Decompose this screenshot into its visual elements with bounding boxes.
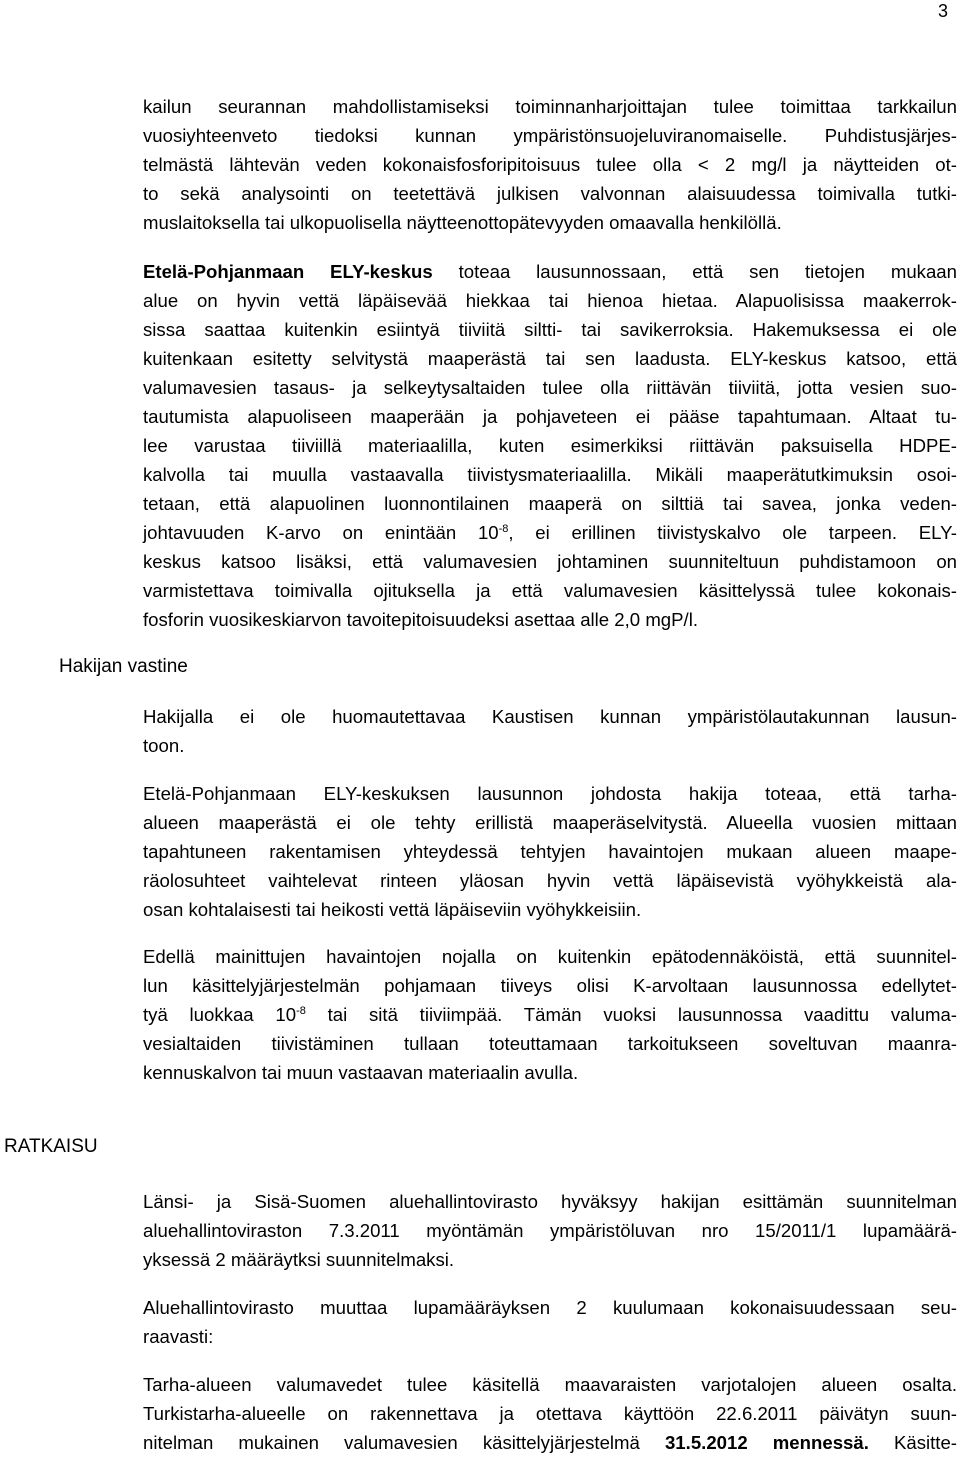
text-line: telmästä lähtevän veden kokonaisfosforipitoisuus tulee olla < 2 mg/l ja näytteiden ot-: [143, 154, 957, 175]
text-line: Etelä-Pohjanmaan ELY-keskuksen lausunnon johdosta hakija toteaa, että tarha-: [143, 783, 957, 804]
text-line: raavasti:: [143, 1326, 214, 1347]
text-line: lee varustaa tiiviillä materiaalilla, kuten esimerkiksi riittävän paksuisella HDPE-: [143, 435, 957, 456]
text-span: , ei erillinen tiivistyskalvo ole tarpeen. ELY-: [508, 522, 957, 543]
text-line: kennuskalvon tai muun vastaavan materiaalin avulla.: [143, 1062, 579, 1083]
deadline-bold: 31.5.2012 mennessä.: [664, 1432, 869, 1453]
text-line: kailun seurannan mahdollistamiseksi toiminnanharjoittajan tulee toimittaa tarkkailun: [143, 96, 957, 117]
text-line: fosforin vuosikeskiarvon tavoitepitoisuudeksi asettaa alle 2,0 mgP/l.: [143, 609, 699, 630]
text-line: Turkistarha-alueelle on rakennettava ja otettava käyttöön 22.6.2011 päivätyn suun-: [143, 1403, 957, 1424]
text-line: vesialtaiden tiivistäminen tullaan toteuttamaan tarkoitukseen soveltuvan maanra-: [143, 1033, 957, 1054]
text-line: to sekä analysointi on teetettävä julkisen valvonnan alaisuudessa toimivalla tutki-: [143, 183, 957, 204]
text-line: yksessä 2 määräytksi suunnitelmaksi.: [143, 1249, 455, 1270]
paragraph-regulation: [143, 1370, 957, 1457]
paragraph-monitoring: [143, 92, 957, 237]
text-line: valumavesien tasaus- ja selkeytysaltaiden tulee olla riittävän tiiviitä, jotta vesien suo-: [143, 377, 957, 398]
text-line: kuitenkaan esitetty selvitystä maaperästä tai sen laadusta. ELY-keskus katsoo, että: [143, 348, 957, 369]
text-line: alueen maaperästä ei ole tehty erillistä maaperäselvitystä. Alueella vuosien mittaan: [143, 812, 957, 833]
text-line: kalvolla tai muulla vastaavalla tiivistysmateriaalilla. Mikäli maaperätutkimuksin osoi-: [143, 464, 957, 485]
text-line: lun käsittelyjärjestelmän pohjamaan tiiveys olisi K-arvoltaan lausunnossa edellytet-: [143, 975, 957, 996]
text-line: toon.: [143, 735, 185, 756]
text-line: [143, 518, 957, 547]
text-line: Tarha-alueen valumavedet tulee käsitellä maavaraisten varjotalojen alueen osalta.: [143, 1374, 957, 1395]
paragraph-decision: [143, 1187, 957, 1274]
text-line: keskus katsoo lisäksi, että valumavesien johtaminen suunniteltuun puhdistamoon on: [143, 551, 957, 572]
text-line: Länsi- ja Sisä-Suomen aluehallintovirasto hyväksyy hakijan esittämän suunnitelman: [143, 1191, 957, 1212]
text-line: Aluehallintovirasto muuttaa lupamääräyksen 2 kuulumaan kokonaisuudessaan seu-: [143, 1297, 957, 1318]
section-heading-ratkaisu: RATKAISU: [4, 1136, 98, 1157]
text-span: Käsitte-: [868, 1432, 958, 1453]
text-line: tapahtuneen rakentamisen yhteydessä tehtyjen havaintojen mukaan alueen maape-: [143, 841, 957, 862]
text-line: [143, 1000, 957, 1029]
exponent: -8: [296, 1005, 306, 1017]
text-line: [143, 1428, 957, 1457]
text-span: tai sitä tiiviimpää. Tämän vuoksi lausunnossa vaadittu valuma-: [305, 1004, 957, 1025]
page-number: 3: [937, 1, 948, 21]
paragraph-applicant-response: [143, 702, 957, 760]
paragraph-soil-observations: [143, 779, 957, 924]
paragraph-ely-statement: [143, 257, 957, 634]
text-line: vuosiyhteenveto tiedoksi kunnan ympäristönsuojeluviranomaiselle. Puhdistusjärjes-: [143, 125, 957, 146]
text-line: [143, 257, 957, 286]
text-span: johtavuuden K-arvo on enintään 10: [143, 522, 499, 543]
text-line: sissa saattaa kuitenkin esiintyä tiiviitä siltti- tai savikerroksia. Hakemuksessa ei ole: [143, 319, 957, 340]
text-line: alue on hyvin vettä läpäisevää hiekkaa tai hienoa hietaa. Alapuolisissa maakerrok-: [143, 290, 957, 311]
text-span: nitelman mukainen valumavesien käsittelyjärjestelmä: [143, 1432, 665, 1453]
text-line: tautumista alapuoliseen maaperään ja pohjaveteen ei pääse tapahtumaan. Altaat tu-: [143, 406, 957, 427]
text-span: tyä luokkaa 10: [143, 1004, 297, 1025]
text-line: Hakijalla ei ole huomautettavaa Kaustisen kunnan ympäristölautakunnan lausun-: [143, 706, 957, 727]
section-heading-hakijan-vastine: Hakijan vastine: [59, 656, 188, 677]
text-span: toteaa lausunnossaan, että sen tietojen mukaan: [432, 261, 957, 282]
bold-lead: Etelä-Pohjanmaan ELY-keskus: [143, 261, 433, 282]
text-line: räolosuhteet vaihtelevat rinteen yläosan hyvin vettä läpäisevistä vyöhykkeistä ala-: [143, 870, 957, 891]
text-line: Edellä mainittujen havaintojen nojalla on kuitenkin epätodennäköistä, että suunnitel-: [143, 946, 957, 967]
paragraph-sealing: [143, 942, 957, 1087]
text-line: tetaan, että alapuolinen luonnontilainen maaperä on silttiä tai savea, jonka veden-: [143, 493, 957, 514]
text-line: osan kohtalaisesti tai heikosti vettä läpäiseviin vyöhykkeisiin.: [143, 899, 642, 920]
text-line: aluehallintoviraston 7.3.2011 myöntämän ympäristöluvan nro 15/2011/1 lupamäärä-: [143, 1220, 957, 1241]
exponent: -8: [498, 523, 509, 535]
paragraph-amendment: [143, 1293, 957, 1351]
text-line: varmistettava toimivalla ojituksella ja että valumavesien käsittelyssä tulee kokonais-: [143, 580, 957, 601]
text-line: muslaitoksella tai ulkopuolisella näytteenottopätevyyden omaavalla henkilöllä.: [143, 212, 782, 233]
